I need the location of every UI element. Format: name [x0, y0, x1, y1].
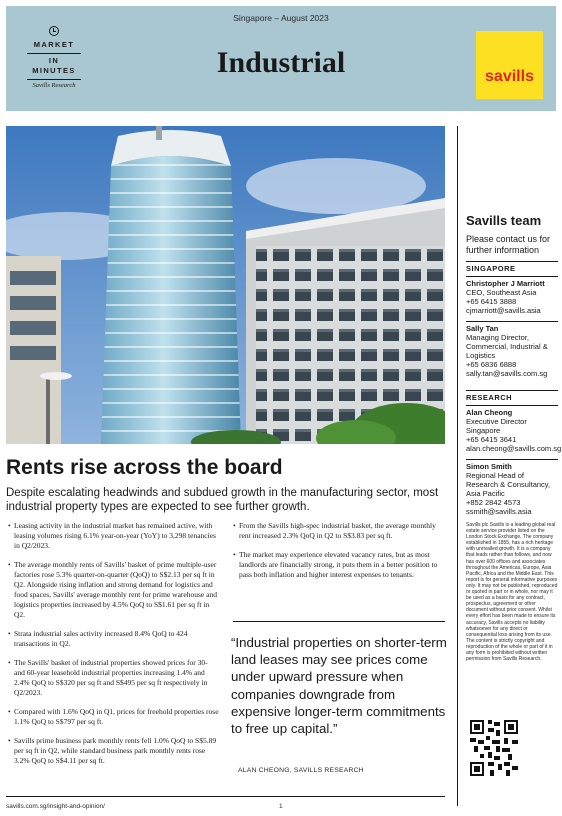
- quote-rule: [233, 621, 445, 622]
- article-standfirst: Despite escalating headwinds and subdued growth in the manufacturing sector, most industrial property types are expected to see further growth.: [6, 487, 439, 513]
- building-photo: [6, 126, 445, 444]
- pull-quote: “Industrial properties on shorter-term land leases may see prices come under upward pressure when companies downgrade from expensive longer-term commitments to free up capital.”: [231, 635, 447, 737]
- contact-name: Alan Cheong: [466, 408, 513, 417]
- contact-phone[interactable]: +65 6415 3641: [466, 435, 517, 444]
- team-intro: Please contact us for further information: [466, 234, 551, 255]
- header-band: [6, 6, 556, 111]
- section-heading-singapore: SINGAPORE: [466, 264, 516, 273]
- bullet-item: • Strata industrial sales activity increased 8.4% QoQ to 424 transactions in Q2.: [8, 629, 220, 649]
- footer-link[interactable]: savills.com.sg/insight-and-opinion/: [6, 803, 105, 810]
- contact-name: Sally Tan: [466, 324, 499, 333]
- bullet-item: • The Savills' basket of industrial properties showed prices for 30- and 60-year leasehold industrial properties increasing 1.4% and 2.4% QoQ to S$320 per sq ft and S$495 per sq ft respectively in Q2/2023.: [8, 658, 220, 698]
- clock-icon: [49, 26, 59, 36]
- contact-rule: [466, 459, 558, 460]
- section-rule: [466, 261, 558, 262]
- bullet-item: • Leasing activity in the industrial market has remained active, with leasing volumes rising 6.1% year-on-year (YoY) to 3,298 tenancies in Q2/2023.: [8, 521, 220, 551]
- contact-title: Commercial, Industrial &: [466, 342, 548, 351]
- hero-image: [6, 126, 445, 444]
- series-line-3: MINUTES: [32, 66, 76, 75]
- report-date: Singapore – August 2023: [233, 13, 329, 23]
- contact-card: [466, 321, 558, 378]
- disclaimer: Savills plc Savills is a leading global real estate service provider listed on the London Stock Exchange. The company established in 1855, has a rich heritage with unrivalled growth. It is a company that leads rather than follows, and now has over 600 offices and associates throughout the Americas, Europe, Asia Pacific, Africa and the Middle East. This report is for general informative purposes only. It may not be published, reproduced or quoted in part or in whole, nor may it be used as a basis for any contract, prospectus, agreement or other document without prior consent. Whilst every effort has been made to ensure its accuracy, Savills accepts no liability whatsoever for any direct or consequential loss arising from its use. The content is strictly copyright and reproduction of the whole or part of it in any form is prohibited without written permission from Savills Research.: [466, 522, 558, 663]
- contact-title: CEO, Southeast Asia: [466, 288, 537, 297]
- bullet-item: • From the Savills high-spec industrial basket, the average monthly rent increased 2.3% QoQ in Q2 to S$3.83 per sq ft.: [233, 521, 446, 541]
- sidebar-divider: [457, 126, 458, 806]
- bullets-left: [8, 521, 220, 766]
- page-title: Industrial: [216, 46, 346, 79]
- contact-email[interactable]: cjmarriott@savills.asia: [466, 306, 541, 315]
- contact-name: Simon Smith: [466, 462, 512, 471]
- contact-card: [466, 276, 558, 315]
- contact-title: Research & Consultancy,: [466, 480, 551, 489]
- contact-email[interactable]: sally.tan@savills.com.sg: [466, 369, 548, 378]
- contact-title: Regional Head of: [466, 471, 524, 480]
- bullet-item: • Savills prime business park monthly rents fell 1.0% QoQ to S$5.89 per sq ft in Q2, while standard business park monthly rents rose 3.2% QoQ to S$4.11 per sq ft.: [8, 736, 220, 766]
- bullet-item: • The average monthly rents of Savills' basket of prime multiple-user factories rose 5.3% quarter-on-quarter (QoQ) to S$2.13 per sq ft in Q2. Alongside rising inflation and strong demand for logistics and food spaces, Savills' average monthly rent for prime warehouse and logistics properties increased by 4.5% QoQ to S$1.61 per sq ft in Q2.: [8, 560, 220, 620]
- section-heading-research: RESEARCH: [466, 393, 513, 402]
- contact-title: Managing Director,: [466, 333, 529, 342]
- contact-title: Singapore: [466, 426, 501, 435]
- page-number: 1: [279, 803, 283, 810]
- contact-rule: [466, 405, 558, 406]
- article-headline: Rents rise across the board: [6, 456, 283, 479]
- contact-rule: [466, 276, 558, 277]
- section-rule: [466, 390, 558, 391]
- sidebar: [466, 213, 562, 663]
- contact-card: [466, 405, 562, 453]
- contact-title: Asia Pacific: [466, 489, 505, 498]
- series-subtitle: Savills Research: [32, 81, 76, 89]
- qr-code-icon[interactable]: [470, 720, 518, 776]
- contact-phone[interactable]: +65 6836 6888: [466, 360, 517, 369]
- contact-phone[interactable]: +65 6415 3888: [466, 297, 517, 306]
- qr-code-graphic: [470, 720, 518, 776]
- quote-attribution: ALAN CHEONG, SAVILLS RESEARCH: [238, 767, 364, 774]
- contact-rule: [466, 321, 558, 322]
- bullet-item: • The market may experience elevated vacancy rates, but as most landlords are financially strong, it puts them in a better position to pass both inflation and higher interest expenses to tenants.: [233, 550, 446, 580]
- footer-rule: [6, 796, 445, 797]
- contact-phone[interactable]: +852 2842 4573: [466, 498, 521, 507]
- savills-logo-text: savills: [485, 68, 534, 85]
- contact-email[interactable]: ssmith@savills.asia: [466, 507, 532, 516]
- contact-title: Executive Director: [466, 417, 527, 426]
- savills-logo[interactable]: [476, 31, 543, 99]
- series-line-1: MARKET: [33, 40, 75, 49]
- contact-email[interactable]: alan.cheong@savills.com.sg: [466, 444, 562, 453]
- contact-card: [466, 459, 558, 516]
- bullet-item: • Compared with 1.6% QoQ in Q1, prices for freehold properties rose 1.1% QoQ to S$797 per sq ft.: [8, 707, 220, 727]
- bullets-right: [233, 521, 446, 580]
- contact-title: Logistics: [466, 351, 496, 360]
- team-title: Savills team: [466, 213, 542, 228]
- contact-name: Christopher J Marriott: [466, 279, 545, 288]
- series-line-2: IN: [48, 55, 60, 65]
